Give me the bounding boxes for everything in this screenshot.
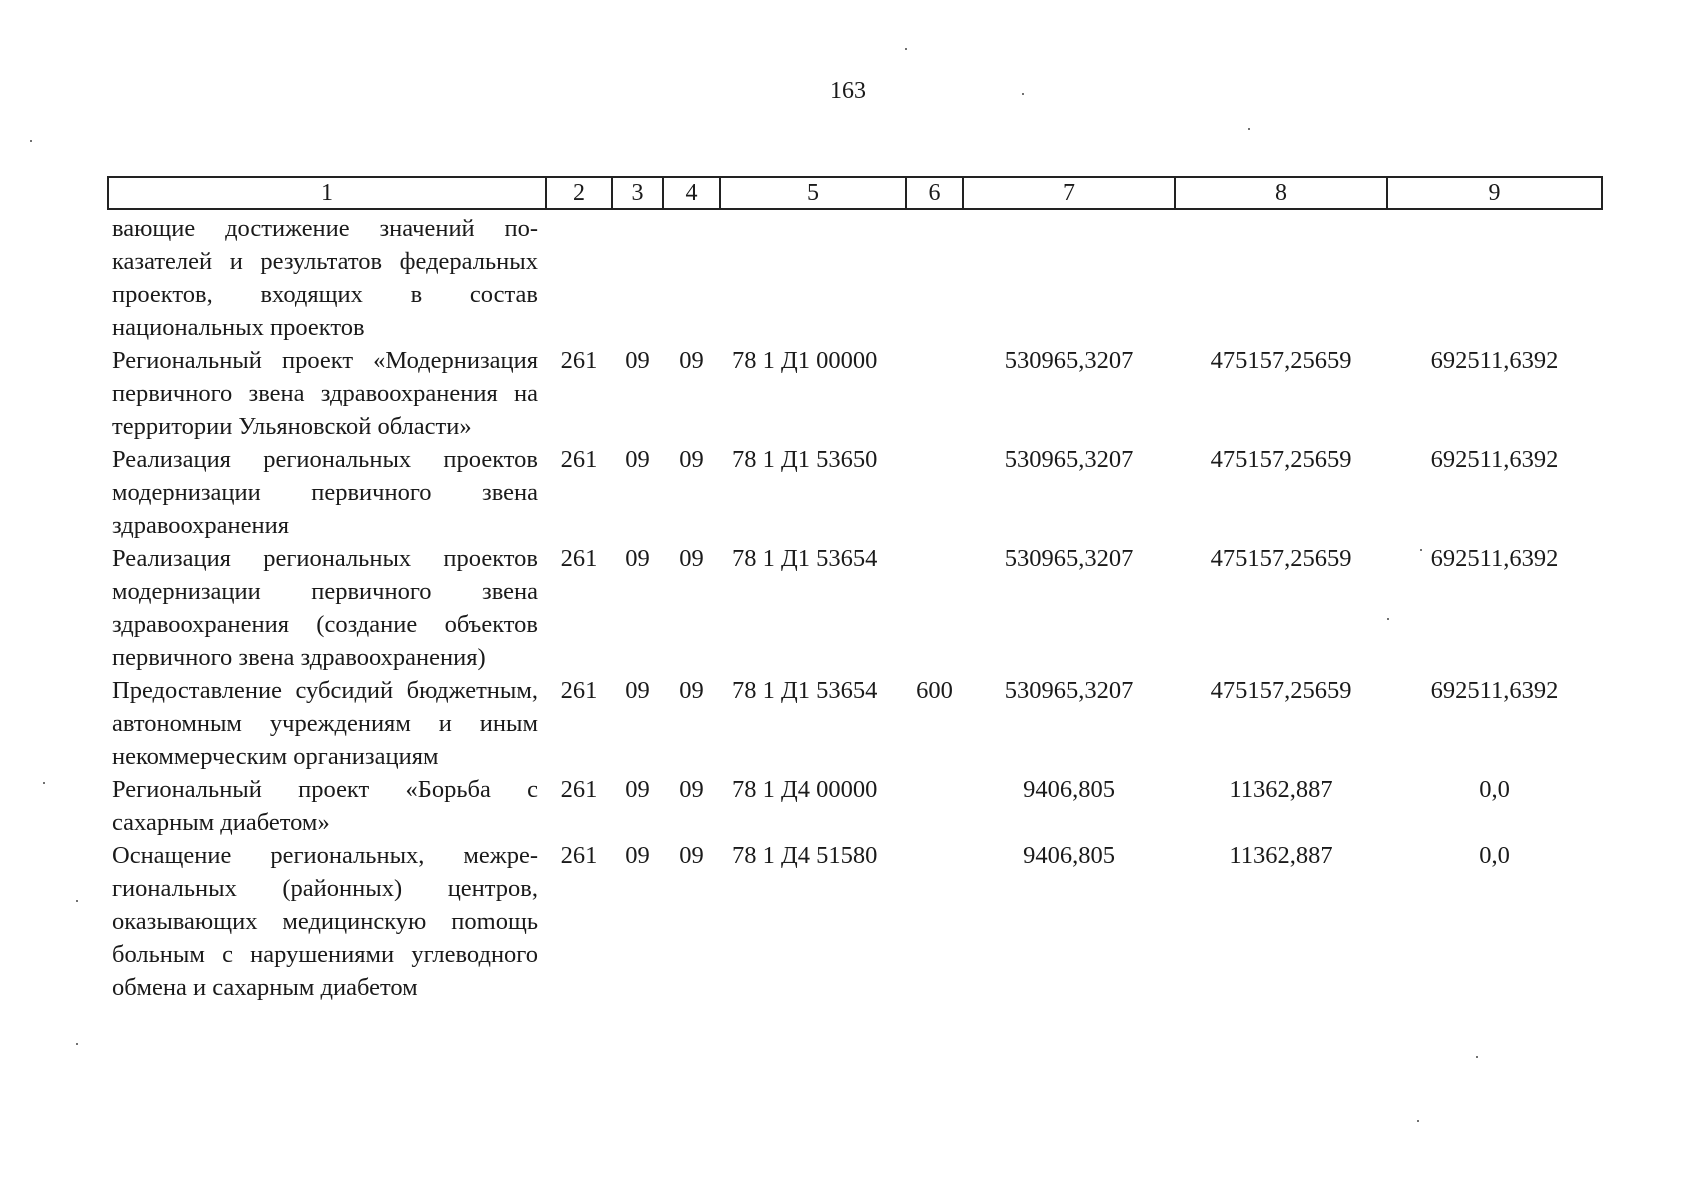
row-amount-year1: 9406,805 [1023,776,1115,803]
row-target-article: 78 1 Д1 00000 [732,347,878,374]
row-target-article: 78 1 Д1 53654 [732,677,878,704]
row-target-article: 78 1 Д4 00000 [732,776,878,803]
col-header-4: 4 [663,177,720,209]
row-expense-type [906,443,963,542]
scan-speck [1420,549,1422,551]
row-name: Реализация региональных проектов модернизации первичного звена здравоохранения (создание объектов первичного звена здравоохранения) [112,545,538,671]
scan-speck [1022,93,1024,95]
scan-speck [1476,1056,1478,1058]
row-amount-year1: 530965,3207 [1004,347,1134,374]
scan-speck [43,782,45,784]
row-target-article: 78 1 Д4 51580 [732,842,878,869]
row-amount-year1: 530965,3207 [1004,446,1134,473]
row-section [612,209,663,344]
col-header-1: 1 [108,177,546,209]
row-subsection [663,209,720,344]
table-row [108,344,1602,443]
row-subsection: 09 [679,776,704,803]
scan-speck [76,900,78,902]
row-ministry-code: 261 [560,776,598,803]
row-amount-year1: 530965,3207 [1004,545,1134,572]
header-row [108,177,1602,209]
row-section: 09 [625,347,650,374]
row-name: Предоставление субсидий бюджетным, автономным учреждениям и иным некоммерческим организациям [112,677,538,770]
scan-speck [76,1043,78,1045]
row-ministry-code: 261 [560,842,598,869]
scan-speck [1248,128,1250,130]
row-amount-year3: 692511,6392 [1430,677,1559,704]
table-row [108,209,1602,344]
row-ministry-code: 261 [560,347,598,374]
table-row [108,839,1602,1004]
row-amount-year3: 0,0 [1479,842,1510,869]
row-name: Региональный проект «Борьба с сахарным диабетом» [112,776,538,836]
row-section: 09 [625,545,650,572]
row-expense-type [906,839,963,1004]
col-header-2: 2 [546,177,612,209]
row-expense-type [906,773,963,839]
row-name: вающие достижение значений показателей и результатов федеральных проектов, входящих в состав национальных проектов [112,215,538,341]
row-ministry-code: 261 [560,545,598,572]
col-header-7: 7 [963,177,1175,209]
row-subsection: 09 [679,842,704,869]
row-name: Оснащение региональных, межрегиональных (районных) центров, оказывающих медицинскую поmощь больным с нарушениями углеводного обмена и сахарным диабетом [112,842,538,1001]
row-amount-year1: 530965,3207 [1004,677,1134,704]
row-subsection: 09 [679,347,704,374]
row-amount-year2: 475157,25659 [1210,446,1352,473]
row-amount-year3 [1387,209,1602,344]
row-name: Региональный проект «Модернизация первичного звена здравоохранения на территории Ульяновской области» [112,347,538,440]
scan-speck [1387,618,1389,620]
row-target-article: 78 1 Д1 53654 [732,545,878,572]
col-header-6: 6 [906,177,963,209]
row-amount-year2: 475157,25659 [1210,677,1352,704]
row-name: Реализация региональных проектов модернизации первичного звена здравоохранения [112,446,538,539]
col-header-8: 8 [1175,177,1387,209]
row-amount-year2: 11362,887 [1229,776,1333,803]
page-number: 163 [830,78,866,104]
row-expense-type [906,209,963,344]
row-section: 09 [625,776,650,803]
col-header-5: 5 [720,177,906,209]
budget-table [107,176,1603,1004]
scan-speck [30,140,32,142]
row-amount-year2: 11362,887 [1229,842,1333,869]
row-ministry-code: 261 [560,446,598,473]
scan-speck [905,48,907,50]
row-target-article [720,209,906,344]
scan-speck [1417,1120,1419,1122]
row-amount-year3: 692511,6392 [1430,347,1559,374]
col-header-9: 9 [1387,177,1602,209]
row-ministry-code [546,209,612,344]
row-subsection: 09 [679,446,704,473]
row-amount-year3: 0,0 [1479,776,1510,803]
row-subsection: 09 [679,677,704,704]
row-subsection: 09 [679,545,704,572]
row-amount-year3: 692511,6392 [1430,446,1559,473]
row-section: 09 [625,677,650,704]
row-amount-year2: 475157,25659 [1210,347,1352,374]
row-amount-year3: 692511,6392 [1430,545,1559,572]
row-expense-type [906,344,963,443]
row-target-article: 78 1 Д1 53650 [732,446,878,473]
table-row [108,674,1602,773]
row-expense-type: 600 [916,677,953,704]
row-expense-type [906,542,963,674]
table-row [108,443,1602,542]
row-amount-year2 [1175,209,1387,344]
row-section: 09 [625,842,650,869]
row-amount-year2: 475157,25659 [1210,545,1352,572]
row-amount-year1 [963,209,1175,344]
col-header-3: 3 [612,177,663,209]
table-row [108,773,1602,839]
table-row [108,542,1602,674]
row-ministry-code: 261 [560,677,598,704]
row-amount-year1: 9406,805 [1023,842,1115,869]
row-section: 09 [625,446,650,473]
